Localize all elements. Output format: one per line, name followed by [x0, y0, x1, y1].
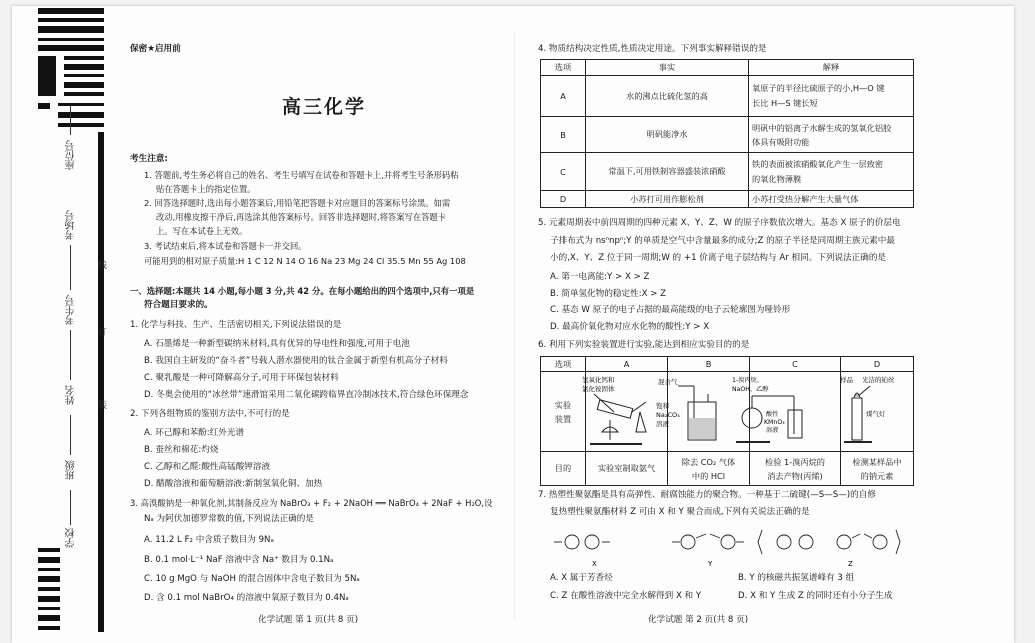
apparatus-c-icon: [730, 372, 814, 450]
q4-exp: 氧原子的半径比硫原子的小,H—O 键: [752, 83, 885, 93]
apparatus-label: KMnO₄: [764, 419, 785, 426]
q3-stem: 3. 高溴酸钠是一种氧化剂,其制备反应为 NaBrO₃ + F₂ + 2NaOH ══ NaBrO₄ + 2NaF + H₂O,设: [130, 498, 493, 508]
notes-line: 改动,用橡皮擦干净后,再选涂其他答案标号。回答非选择题时,将答案写在答题卡: [156, 212, 447, 222]
apparatus-label: 1-溴丙烷、: [732, 377, 763, 384]
q4-exp: 铁的表面被浓硝酸氧化产生一层致密: [752, 158, 884, 169]
apparatus-label: 酸性: [766, 411, 779, 418]
q5-line: 小的,X、Y、Z 位于同一周期;W 的 +1 价离子电子层结构与 Ar 相同。下列说法正确的是: [550, 253, 887, 263]
q5-option: B. 简单氢化物的稳定性:X > Z: [550, 289, 667, 299]
q6-rowlabel: 实验: [554, 399, 572, 410]
q6-header: C: [750, 357, 841, 372]
notes-line: 上。写在本试卷上无效。: [156, 226, 248, 236]
q6-header: 选项: [541, 357, 586, 372]
apparatus-label: 混合气: [658, 378, 678, 386]
q4-table: [540, 59, 914, 208]
side-field-class: 班级: [66, 460, 77, 480]
side-blank-line: [70, 415, 71, 455]
apparatus-label: 溶液: [656, 420, 669, 428]
q4-exp: 的氧化物薄膜: [752, 173, 802, 184]
q7-structures-icon: [548, 524, 910, 568]
q7-option: C. Z 在酸性溶液中完全水解得到 X 和 Y: [550, 591, 702, 601]
apparatus-d-icon: [814, 372, 912, 450]
q3-option: D. 含 0.1 mol NaBrO₄ 的溶液中氧原子数目为 0.4Nₐ: [144, 593, 349, 603]
q7-option: D. X 和 Y 生成 Z 的同时还有小分子生成: [738, 591, 893, 601]
q6-purpose-a: 实验室制取氨气: [586, 452, 668, 486]
apparatus-b-icon: [654, 372, 728, 450]
side-field-examinee: 考生号: [66, 295, 77, 325]
q2-option: D. 醋酸溶液和葡萄糖溶液:新制氢氧化铜、加热: [144, 479, 323, 489]
apparatus-label: 煤气灯: [866, 410, 886, 418]
q5-line: 子排布式为 nsⁿnpⁿ;Y 的单质是空气中含量最多的成分;Z 的原子半径是同周期主族元素中最: [550, 236, 895, 246]
bind-char-staple: 订: [98, 328, 108, 338]
q3-stem: Nₐ 为阿伏加德罗常数的值,下列说法正确的是: [144, 514, 314, 524]
q3-option: C. 10 g MgO 与 NaOH 的混合固体中含电子数目为 5Nₐ: [144, 574, 360, 584]
q7-label-x: X: [592, 560, 597, 568]
q7-line: 7. 热塑性聚氨酯是具有高弹性、耐腐蚀能力的聚合物。一种基于二硫键(—S—S—)的自修: [538, 490, 876, 500]
q1-option: C. 聚乳酸是一种可降解高分子,可用于环保包装材料: [144, 373, 339, 383]
apparatus-label: Na₂CO₃: [656, 411, 680, 419]
q6-purpose-d: 的钠元素: [860, 470, 894, 481]
apparatus-label: 样品: [840, 376, 853, 384]
q4-opt: B: [541, 117, 586, 153]
q3-option: B. 0.1 mol·L⁻¹ NaF 溶液中含 Na⁺ 数目为 0.1Nₐ: [144, 555, 334, 565]
q6-stem: 6. 利用下列实验装置进行实验,能达到相应实验目的的是: [538, 340, 750, 350]
q6-purpose-c: 消去产物(丙烯): [767, 470, 823, 481]
q4-stem: 4. 物质结构决定性质,性质决定用途。下列事实解释错误的是: [538, 44, 767, 54]
q2-option: A. 环己醇和苯酚:红外光谱: [144, 428, 245, 438]
apparatus-label: 氯化铵固体: [582, 385, 615, 393]
secret-label: 保密★启用前: [130, 44, 181, 54]
q5-line: 5. 元素周期表中前四周期的四种元素 X、Y、Z、W 的原子序数依次增大。基态 X 原子的价层电: [538, 218, 901, 228]
q5-option: C. 基态 W 原子的电子占据的最高能级的电子云轮廓图为哑铃形: [550, 305, 791, 315]
q6-header: D: [841, 357, 914, 372]
page-title: 高三化学: [282, 96, 367, 118]
apparatus-label: 饱和: [656, 402, 669, 410]
q6-rowlabel: 目的: [541, 452, 586, 486]
apparatus-label: 光洁的铂丝: [862, 376, 895, 384]
q4-exp: 长比 H—S 键长短: [752, 98, 818, 108]
q7-option: B. Y 的核磁共振氢谱峰有 3 组: [738, 573, 855, 583]
q1-option: A. 石墨烯是一种新型碳纳米材料,具有优异的导电性和强度,可用于电池: [144, 339, 410, 349]
notes-line: 1. 答题前,考生务必将自己的姓名、考生号填写在试卷和答题卡上,并将考生号条形码粘: [144, 170, 459, 180]
side-blank-line: [70, 490, 71, 525]
q7-label-z: Z: [848, 560, 853, 568]
apparatus-label: NaOH、乙醇: [732, 386, 769, 393]
q4-fact: 小苏打可用作膨松剂: [586, 191, 749, 208]
apparatus-a-icon: [580, 372, 654, 450]
notes-line: 2. 回答选择题时,选出每小题答案后,用铅笔把答题卡对应题目的答案标号涂黑。如需: [144, 198, 451, 208]
section-heading: 符合题目要求的。: [144, 300, 213, 310]
q4-opt: C: [541, 153, 586, 191]
side-field-school: 学校: [66, 528, 77, 548]
notes-heading: 考生注意:: [130, 154, 168, 164]
apparatus-label: 溶液: [766, 427, 779, 434]
q4-fact: 常温下,可用铁制容器盛装浓硝酸: [586, 153, 749, 191]
q7-option: A. X 属于芳香烃: [550, 573, 613, 583]
q4-exp: 明矾中的铝离子水解生成的氢氧化铝胶: [752, 122, 892, 133]
footer-page-2: 化学试题 第 2 页(共 8 页): [648, 615, 749, 625]
notes-line: 贴在答题卡上的指定位置。: [156, 184, 256, 194]
q3-option: A. 11.2 L F₂ 中含质子数目为 9Nₐ: [144, 535, 274, 545]
q1-option: B. 我国自主研发的“奋斗者”号载人潜水器使用的钛合金属于新型有机高分子材料: [144, 356, 448, 366]
q6-purpose-b: 除去 CO₂ 气体: [681, 456, 736, 467]
q6-purpose-c: 检验 1-溴丙烷的: [765, 456, 825, 467]
q6-purpose-b: 中的 HCl: [691, 470, 726, 481]
q7-line: 复热塑性聚氨酯材料 Z 可由 X 和 Y 聚合而成,下列有关说法正确的是: [550, 507, 810, 517]
q4-opt: D: [541, 191, 586, 208]
bind-char-line: 线: [98, 261, 108, 271]
q4-exp: 体具有吸附功能: [752, 136, 810, 147]
section-heading: 一、选择题:本题共 14 小题,每小题 3 分,共 42 分。在每小题给出的四个选项中,只有一项是: [130, 286, 475, 296]
side-field-room: 考场号: [66, 210, 77, 240]
atomic-masses: 可能用到的相对原子质量:H 1 C 12 N 14 O 16 Na 23 Mg 24 Cl 35.5 Mn 55 Ag 108: [144, 256, 466, 266]
footer-page-1: 化学试题 第 1 页(共 8 页): [258, 615, 359, 625]
q4-header: 解释: [749, 60, 914, 76]
notes-line: 3. 考试结束后,将本试卷和答题卡一并交回。: [144, 241, 307, 251]
q1-option: D. 冬奥会使用的“冰丝带”速滑馆采用二氧化碳跨临界直冷制冰技术,符合绿色环保理念: [144, 390, 469, 400]
side-field-name: 姓名: [66, 385, 77, 405]
q4-fact: 明矾能净水: [586, 117, 749, 153]
q4-header: 选项: [541, 60, 586, 76]
side-field-seat: 座位号: [66, 140, 77, 170]
side-blank-line: [70, 105, 71, 135]
side-blank-line: [70, 245, 71, 290]
q4-header: 事实: [586, 60, 749, 76]
page-divider: [514, 30, 515, 620]
side-blank-line: [70, 330, 71, 380]
q6-header: A: [586, 357, 668, 372]
q7-label-y: Y: [708, 560, 713, 568]
q2-option: C. 乙醇和乙醛:酸性高锰酸钾溶液: [144, 462, 271, 472]
q5-option: D. 最高价氧化物对应水化物的酸性:Y > X: [550, 322, 710, 332]
q4-exp: 小苏打受热分解产生大量气体: [752, 193, 859, 204]
q2-option: B. 蚕丝和棉花:灼烧: [144, 445, 219, 455]
q5-option: A. 第一电离能:Y > X > Z: [550, 272, 650, 282]
q4-opt: A: [541, 76, 586, 117]
q6-purpose-d: 检测某样品中: [852, 456, 902, 467]
q1-stem: 1. 化学与科技、生产、生活密切相关,下列说法错误的是: [130, 320, 342, 330]
bind-char-bind: 装: [98, 401, 108, 411]
apparatus-label: 氢氧化钙和: [582, 376, 615, 384]
q4-fact: 水的沸点比硫化氢的高: [586, 76, 749, 117]
q6-rowlabel: 装置: [554, 413, 572, 424]
q6-header: B: [668, 357, 750, 372]
q2-stem: 2. 下列各组物质的鉴别方法中,不可行的是: [130, 409, 290, 419]
